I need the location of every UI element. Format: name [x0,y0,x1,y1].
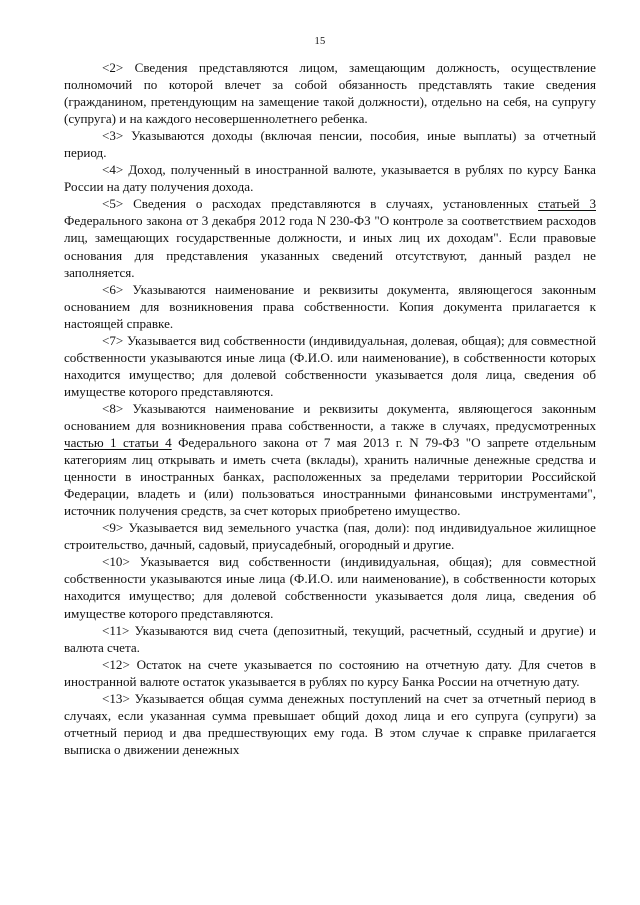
footnotes-list [64,59,596,758]
footnote-10: <10> Указывается вид собственности (индивидуальная, общая); для совместной собственности указываются иные лица (Ф.И.О. или наименование), в собственности которых находится имущество; для долевой собственности указывается доля лица, сведения об имуществе которого представляются. [64,554,596,621]
footnote-6: <6> Указываются наименование и реквизиты документа, являющегося законным основанием для возникновения права собственности. Копия документа прилагается к настоящей справке. [64,281,596,331]
footnote-5-text-start: <5> Сведения о расходах представляются в случаях, установленных [102,196,539,212]
footnote-7: <7> Указывается вид собственности (индивидуальная, долевая, общая); для совместной собственности указываются иные лица (Ф.И.О. или наименование), в собственности которых находится имущество; для долевой собственности указывается доля лица, сведения об имуществе которого представляются. [64,332,596,399]
law-article-link[interactable]: статьей 3 [538,196,596,212]
footnote-3: <3> Указываются доходы (включая пенсии, пособия, иные выплаты) за отчетный период. [64,128,596,161]
footnote-8-text-start: <8> Указываются наименование и реквизиты документа, являющегося законным основанием для возникновения права собственности, а также в случаях, предусмотренных [64,400,596,433]
footnote-8 [64,400,596,519]
law-part-link[interactable]: частью 1 статьи 4 [64,435,172,451]
page-number: 15 [314,36,326,47]
footnote-9: <9> Указывается вид земельного участка (пая, доли): под индивидуальное жилищное строительство, дачный, садовый, приусадебный, огородный и другие. [64,520,596,553]
footnote-5 [64,195,596,280]
footnote-12: <12> Остаток на счете указывается по состоянию на отчетную дату. Для счетов в иностранной валюте остаток указывается в рублях по курсу Банка России на отчетную дату. [64,656,596,689]
footnote-11: <11> Указываются вид счета (депозитный, текущий, расчетный, ссудный и другие) и валюта счета. [64,622,596,655]
footnote-5-text-end: Федерального закона от 3 декабря 2012 года N 230-ФЗ "О контроле за соответствием расходов лиц, замещающих государственные должности, и иных лиц их доходам". Если правовые основания для представления указанных сведений отсутствуют, данный раздел не заполняется. [64,213,596,280]
footnote-8-text-end: Федерального закона от 7 мая 2013 г. N 79-ФЗ "О запрете отдельным категориям лиц открывать и иметь счета (вклады), хранить наличные денежные средства и ценности в иностранных банках, расположенных за пределами территории Российской Федерации, владеть и (или) пользоваться иностранными финансовыми инструментами", источник получения средств, за счет которых приобретено имущество. [64,435,596,519]
footnote-13: <13> Указывается общая сумма денежных поступлений на счет за отчетный период в случаях, если указанная сумма превышает общий доход лица и его супруга (супруги) за отчетный период и два предшествующих ему года. В этом случае к справке прилагается выписка о движении денежных [64,690,596,757]
footnote-4: <4> Доход, полученный в иностранной валюте, указывается в рублях по курсу Банка России на дату получения дохода. [64,162,596,195]
footnote-2: <2> Сведения представляются лицом, замещающим должность, осуществление полномочий по которой влечет за собой обязанность представлять такие сведения (гражданином, претендующим на замещение такой должности), отдельно на себя, на супругу (супруга) и на каждого несовершеннолетнего ребенка. [64,60,596,127]
